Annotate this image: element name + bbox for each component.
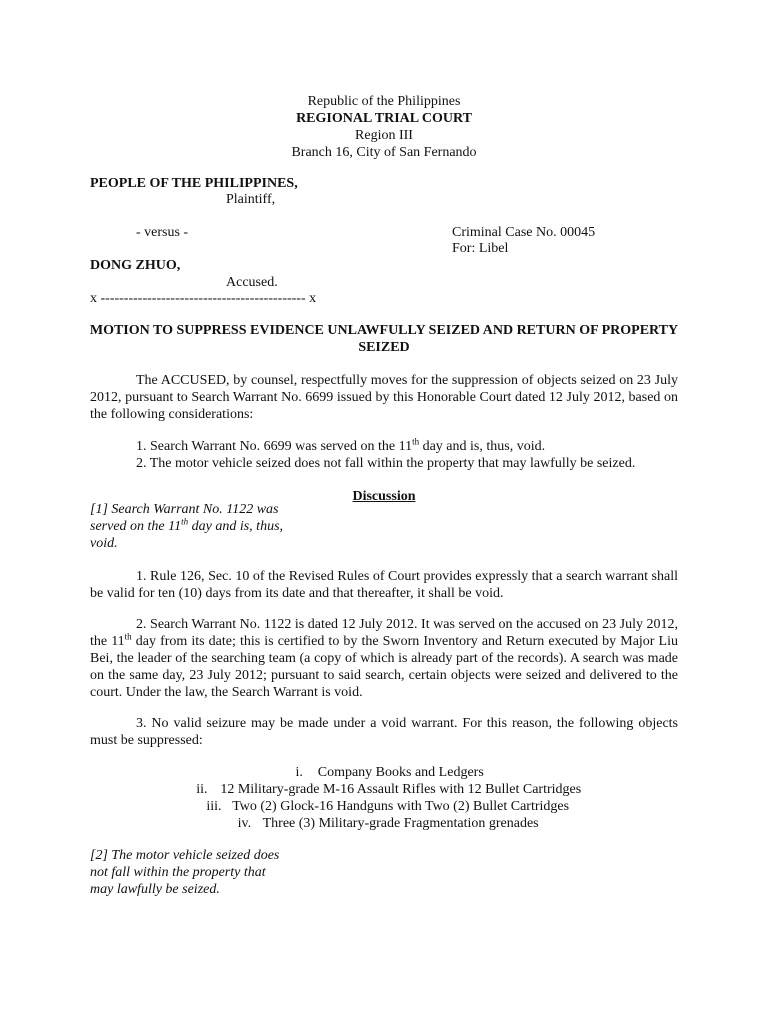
consideration-1-text-end: day and is, thus, void. [419,439,546,454]
side-heading-2-line3: may lawfully be seized. [90,882,220,897]
object-item-number: ii. [196,782,208,797]
plaintiff-name: PEOPLE OF THE PHILIPPINES, [90,176,298,191]
republic-line: Republic of the Philippines [307,94,461,109]
side-heading-1-line2-end: day and is, thus, [188,519,284,534]
object-item-text: 12 Military-grade M-16 Assault Rifles with 12 Bullet Cartridges [220,782,582,797]
object-item-number: iii. [206,799,222,814]
paragraph-2-end: day from its date; this is certified to by the Sworn Inventory and Return executed by Major Liu Bei, the leader of the searching team (a copy of which is already part of the records). A search was made on the same day, 23 July 2012; pursuant to said search, certain objects were seized and delivered to the court. Under the law, the Search Warrant is void. [90,634,678,700]
side-heading-1-line1: [1] Search Warrant No. 1122 was [90,502,279,517]
intro-paragraph: The ACCUSED, by counsel, respectfully moves for the suppression of objects seized on 23 July 2012, pursuant to Search Warrant No. 6699 issued by this Honorable Court dated 12 July 2012, based on the following considerations: [90,373,678,422]
object-item-number: iv. [237,816,252,831]
branch-line: Branch 16, City of San Fernando [291,145,477,160]
consideration-1-number: 1. [136,439,147,454]
paragraph-2-ordinal: th [124,631,132,642]
accused-name: DONG ZHUO, [90,258,181,273]
discussion-heading-text: Discussion [352,489,416,504]
object-item [0,815,768,832]
side-heading-1-line2-start: served on the 11 [90,519,182,534]
object-item-text: Three (3) Military-grade Fragmentation grenades [262,816,539,831]
region-line: Region III [355,128,413,143]
object-item [0,764,768,781]
discussion-paragraph-3: 3. No valid seizure may be made under a void warrant. For this reason, the following objects must be suppressed: [90,716,678,748]
case-number: Criminal Case No. 00045 [452,225,596,240]
consideration-1 [136,438,696,455]
object-item [0,781,768,798]
discussion-paragraph-1: 1. Rule 126, Sec. 10 of the Revised Rules of Court provides expressly that a search warrant shall be valid for ten (10) days from its date and that thereafter, it shall be void. [90,569,678,601]
versus-label: - versus - [136,225,189,240]
court-header [0,93,768,161]
object-item-text: Company Books and Ledgers [317,765,484,780]
objects-list [0,764,768,832]
object-item [0,798,768,815]
consideration-1-ordinal: th [412,436,420,447]
side-heading-2-line2: not fall within the property that [90,865,266,880]
side-heading-1-ordinal: th [181,516,189,527]
discussion-paragraph-2 [90,616,678,701]
accused-role: Accused. [226,275,278,290]
plaintiff-role: Plaintiff, [226,192,276,207]
side-heading-1-line3: void. [90,536,118,551]
side-heading-2-line1: [2] The motor vehicle seized does [90,848,280,863]
consideration-2 [136,455,696,472]
consideration-2-text: The motor vehicle seized does not fall within the property that may lawfully be seized. [149,456,636,471]
motion-title-line2: SEIZED [358,340,410,355]
side-heading-1-line2 [90,518,283,535]
object-item-text: Two (2) Glock-16 Handguns with Two (2) Bullet Cartridges [232,799,570,814]
side-heading-2 [90,847,279,898]
case-nature: For: Libel [452,241,509,256]
consideration-1-text-start: Search Warrant No. 6699 was served on the 11 [150,439,413,454]
object-item-number: i. [295,765,303,780]
paragraph-2-start: 2. Search Warrant No. 1122 is dated 12 July 2012. It was served on the accused on 23 July 2012, the 11 [90,617,678,649]
motion-title-line1: MOTION TO SUPPRESS EVIDENCE UNLAWFULLY SEIZED AND RETURN OF PROPERTY [89,323,679,338]
court-name: REGIONAL TRIAL COURT [296,111,472,126]
motion-title [0,322,768,356]
caption-divider: x -------------------------------------------- x [90,291,317,306]
consideration-2-number: 2. [136,456,147,471]
side-heading-1 [90,501,283,552]
